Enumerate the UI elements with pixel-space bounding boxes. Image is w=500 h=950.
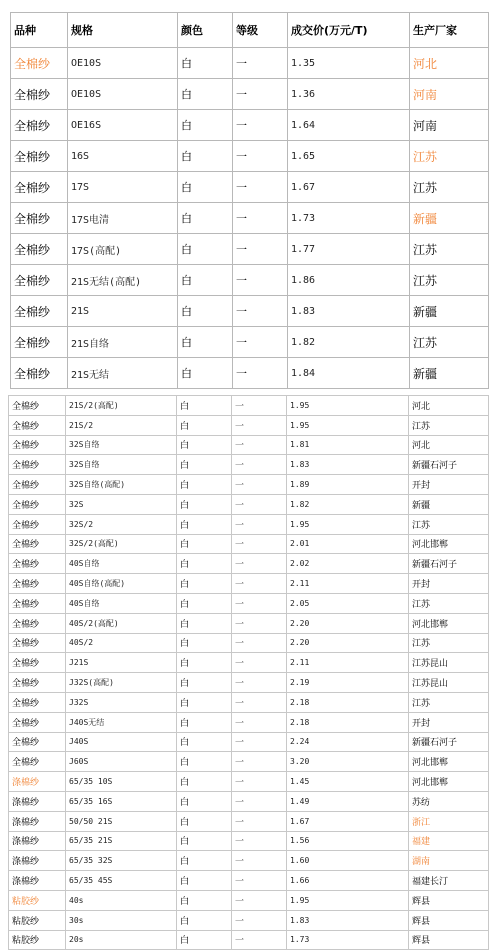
cell-maker: 辉县: [409, 910, 489, 930]
cell-color: 白: [177, 831, 232, 851]
cell-grade: 一: [232, 791, 287, 811]
cell-grade: 一: [233, 234, 288, 265]
cell-color: 白: [177, 494, 232, 514]
cell-color: 白: [177, 593, 232, 613]
cell-maker: 湖南: [409, 851, 489, 871]
cell-variety: 全棉纱: [9, 752, 66, 772]
cell-spec: 40S/2: [66, 633, 177, 653]
cell-color: 白: [177, 752, 232, 772]
cell-maker: 新疆石河子: [409, 455, 489, 475]
cell-variety: 全棉纱: [9, 593, 66, 613]
cell-price: 1.84: [288, 358, 410, 389]
cell-variety: 全棉纱: [9, 494, 66, 514]
cell-grade: 一: [233, 358, 288, 389]
table-row: [11, 358, 489, 389]
cell-color: 白: [178, 327, 233, 358]
table-row: [9, 435, 489, 455]
cell-color: 白: [177, 435, 232, 455]
cell-color: 白: [177, 415, 232, 435]
cell-maker: 江苏: [409, 415, 489, 435]
cell-color: 白: [178, 203, 233, 234]
table-row: [9, 673, 489, 693]
cell-price: 1.64: [288, 110, 410, 141]
cell-maker: 新疆: [410, 358, 489, 389]
cell-color: 白: [178, 141, 233, 172]
cell-color: 白: [177, 712, 232, 732]
cell-maker: 江苏: [410, 327, 489, 358]
cell-variety: 全棉纱: [11, 172, 68, 203]
price-table-bottom: [8, 395, 489, 950]
table-row: [9, 831, 489, 851]
table-row: [9, 574, 489, 594]
cell-price: 1.95: [287, 514, 409, 534]
table-row: [9, 752, 489, 772]
cell-spec: 21S/2(高配): [66, 396, 177, 416]
cell-color: 白: [177, 791, 232, 811]
cell-maker: 新疆: [410, 203, 489, 234]
cell-maker: 辉县: [409, 930, 489, 950]
cell-spec: 21S: [68, 296, 178, 327]
cell-spec: OE16S: [68, 110, 178, 141]
cell-variety: 涤棉纱: [9, 772, 66, 792]
cell-spec: 65/35 16S: [66, 791, 177, 811]
cell-maker: 江苏: [410, 265, 489, 296]
cell-grade: 一: [233, 141, 288, 172]
cell-variety: 涤棉纱: [9, 831, 66, 851]
cell-grade: 一: [232, 930, 287, 950]
cell-variety: 全棉纱: [9, 613, 66, 633]
cell-grade: 一: [232, 811, 287, 831]
table-row: [9, 554, 489, 574]
cell-maker: 河北邯郸: [409, 534, 489, 554]
cell-variety: 全棉纱: [9, 633, 66, 653]
cell-grade: 一: [232, 871, 287, 891]
cell-spec: J32S: [66, 692, 177, 712]
header-price: 成交价(万元/T): [288, 13, 410, 48]
cell-price: 1.95: [287, 890, 409, 910]
cell-maker: 江苏: [409, 633, 489, 653]
cell-color: 白: [177, 890, 232, 910]
cell-variety: 全棉纱: [11, 203, 68, 234]
cell-spec: J32S(高配): [66, 673, 177, 693]
cell-spec: 32S自络(高配): [66, 475, 177, 495]
cell-spec: 21S无结: [68, 358, 178, 389]
cell-variety: 粘胶纱: [9, 930, 66, 950]
cell-maker: 江苏: [410, 234, 489, 265]
cell-color: 白: [177, 475, 232, 495]
cell-color: 白: [178, 296, 233, 327]
cell-maker: 开封: [409, 574, 489, 594]
cell-maker: 新疆石河子: [409, 732, 489, 752]
cell-price: 1.67: [287, 811, 409, 831]
header-grade: 等级: [233, 13, 288, 48]
table-row: [11, 79, 489, 110]
cell-color: 白: [178, 79, 233, 110]
cell-price: 1.45: [287, 772, 409, 792]
cell-spec: 40S自络: [66, 593, 177, 613]
cell-grade: 一: [232, 475, 287, 495]
cell-maker: 河北: [410, 48, 489, 79]
cell-maker: 辉县: [409, 890, 489, 910]
cell-grade: 一: [233, 110, 288, 141]
cell-grade: 一: [233, 327, 288, 358]
cell-grade: 一: [232, 534, 287, 554]
cell-variety: 全棉纱: [11, 141, 68, 172]
cell-variety: 全棉纱: [11, 296, 68, 327]
cell-variety: 全棉纱: [11, 327, 68, 358]
cell-grade: 一: [232, 732, 287, 752]
cell-price: 1.67: [288, 172, 410, 203]
cell-color: 白: [178, 110, 233, 141]
cell-price: 2.18: [287, 692, 409, 712]
cell-variety: 全棉纱: [9, 435, 66, 455]
cell-price: 1.82: [288, 327, 410, 358]
cell-variety: 全棉纱: [11, 110, 68, 141]
cell-color: 白: [178, 358, 233, 389]
table-row: [9, 415, 489, 435]
cell-spec: 21S/2: [66, 415, 177, 435]
table-row: [9, 791, 489, 811]
cell-price: 1.49: [287, 791, 409, 811]
cell-color: 白: [177, 633, 232, 653]
cell-grade: 一: [232, 831, 287, 851]
cell-color: 白: [177, 871, 232, 891]
cell-spec: J40S: [66, 732, 177, 752]
table-row: [9, 772, 489, 792]
cell-price: 1.77: [288, 234, 410, 265]
cell-color: 白: [177, 653, 232, 673]
cell-grade: 一: [232, 851, 287, 871]
cell-spec: OE10S: [68, 48, 178, 79]
cell-variety: 全棉纱: [11, 234, 68, 265]
cell-spec: 32S自络: [66, 435, 177, 455]
cell-grade: 一: [232, 890, 287, 910]
cell-color: 白: [177, 455, 232, 475]
cell-price: 1.95: [287, 396, 409, 416]
cell-variety: 全棉纱: [9, 692, 66, 712]
cell-grade: 一: [232, 653, 287, 673]
cell-grade: 一: [233, 79, 288, 110]
cell-grade: 一: [232, 633, 287, 653]
table-row: [9, 851, 489, 871]
header-variety: 品种: [11, 13, 68, 48]
cell-price: 1.60: [287, 851, 409, 871]
cell-maker: 河北: [409, 396, 489, 416]
cell-color: 白: [177, 673, 232, 693]
cell-variety: 粘胶纱: [9, 890, 66, 910]
cell-maker: 开封: [409, 712, 489, 732]
table-row: [9, 871, 489, 891]
header-spec: 规格: [68, 13, 178, 48]
cell-price: 1.82: [287, 494, 409, 514]
cell-variety: 全棉纱: [9, 396, 66, 416]
cell-price: 1.73: [287, 930, 409, 950]
cell-price: 1.65: [288, 141, 410, 172]
table-row: [11, 265, 489, 296]
cell-grade: 一: [232, 415, 287, 435]
cell-maker: 江苏昆山: [409, 673, 489, 693]
table-row: [9, 811, 489, 831]
table-row: [9, 692, 489, 712]
cell-price: 2.20: [287, 613, 409, 633]
cell-variety: 粘胶纱: [9, 910, 66, 930]
cell-grade: 一: [232, 494, 287, 514]
cell-variety: 全棉纱: [9, 475, 66, 495]
cell-maker: 福建: [409, 831, 489, 851]
cell-spec: 40s: [66, 890, 177, 910]
table-row: [9, 613, 489, 633]
cell-color: 白: [177, 732, 232, 752]
cell-grade: 一: [233, 296, 288, 327]
cell-color: 白: [177, 811, 232, 831]
table-row: [9, 910, 489, 930]
cell-maker: 河北: [409, 435, 489, 455]
table-row: [9, 732, 489, 752]
cell-maker: 江苏: [409, 692, 489, 712]
cell-maker: 新疆: [410, 296, 489, 327]
cell-variety: 全棉纱: [9, 712, 66, 732]
table-row: [11, 141, 489, 172]
cell-price: 1.95: [287, 415, 409, 435]
cell-spec: 65/35 32S: [66, 851, 177, 871]
cell-grade: 一: [233, 48, 288, 79]
cell-maker: 江苏: [409, 514, 489, 534]
cell-grade: 一: [232, 514, 287, 534]
cell-variety: 全棉纱: [11, 48, 68, 79]
cell-spec: 32S/2(高配): [66, 534, 177, 554]
cell-price: 1.66: [287, 871, 409, 891]
cell-color: 白: [177, 514, 232, 534]
cell-spec: 30s: [66, 910, 177, 930]
cell-maker: 河南: [410, 79, 489, 110]
cell-grade: 一: [232, 692, 287, 712]
cell-grade: 一: [232, 673, 287, 693]
cell-color: 白: [178, 172, 233, 203]
cell-grade: 一: [232, 396, 287, 416]
cell-price: 2.02: [287, 554, 409, 574]
cell-maker: 河北邯郸: [409, 772, 489, 792]
cell-spec: 32S/2: [66, 514, 177, 534]
table-row: [9, 890, 489, 910]
table-row: [9, 514, 489, 534]
cell-price: 2.24: [287, 732, 409, 752]
cell-color: 白: [177, 930, 232, 950]
cell-variety: 全棉纱: [9, 574, 66, 594]
cell-grade: 一: [233, 265, 288, 296]
cell-grade: 一: [232, 613, 287, 633]
cell-price: 1.36: [288, 79, 410, 110]
table-row: [11, 296, 489, 327]
cell-maker: 苏纺: [409, 791, 489, 811]
cell-price: 2.01: [287, 534, 409, 554]
cell-price: 1.81: [287, 435, 409, 455]
cell-variety: 全棉纱: [9, 455, 66, 475]
cell-spec: J21S: [66, 653, 177, 673]
cell-variety: 全棉纱: [11, 358, 68, 389]
cell-variety: 涤棉纱: [9, 871, 66, 891]
table-row: [9, 534, 489, 554]
cell-spec: 65/35 10S: [66, 772, 177, 792]
cell-spec: 32S自络: [66, 455, 177, 475]
cell-variety: 全棉纱: [11, 265, 68, 296]
cell-price: 2.11: [287, 653, 409, 673]
cell-variety: 全棉纱: [9, 732, 66, 752]
cell-price: 1.89: [287, 475, 409, 495]
cell-spec: 40S自络(高配): [66, 574, 177, 594]
cell-variety: 全棉纱: [9, 653, 66, 673]
cell-spec: 65/35 45S: [66, 871, 177, 891]
cell-grade: 一: [232, 712, 287, 732]
cell-price: 2.11: [287, 574, 409, 594]
table-row: [9, 455, 489, 475]
cell-maker: 开封: [409, 475, 489, 495]
table-row: [9, 930, 489, 950]
table-row: [9, 475, 489, 495]
table-row: [11, 327, 489, 358]
cell-maker: 新疆石河子: [409, 554, 489, 574]
table-row: [9, 593, 489, 613]
cell-color: 白: [177, 851, 232, 871]
cell-maker: 河南: [410, 110, 489, 141]
cell-grade: 一: [232, 554, 287, 574]
cell-price: 1.35: [288, 48, 410, 79]
cell-price: 2.20: [287, 633, 409, 653]
cell-grade: 一: [232, 574, 287, 594]
cell-price: 1.83: [288, 296, 410, 327]
cell-maker: 江苏昆山: [409, 653, 489, 673]
cell-variety: 全棉纱: [9, 514, 66, 534]
cell-spec: 21S无结(高配): [68, 265, 178, 296]
cell-grade: 一: [232, 772, 287, 792]
cell-spec: 17S电清: [68, 203, 178, 234]
table-row: [9, 712, 489, 732]
table-row: [9, 633, 489, 653]
cell-price: 1.83: [287, 910, 409, 930]
cell-variety: 涤棉纱: [9, 811, 66, 831]
cell-price: 3.20: [287, 752, 409, 772]
cell-color: 白: [177, 534, 232, 554]
cell-price: 2.18: [287, 712, 409, 732]
cell-price: 2.19: [287, 673, 409, 693]
cell-price: 1.56: [287, 831, 409, 851]
header-color: 颜色: [178, 13, 233, 48]
header-maker: 生产厂家: [410, 13, 489, 48]
cell-color: 白: [178, 234, 233, 265]
table-row: [9, 494, 489, 514]
cell-color: 白: [178, 48, 233, 79]
cell-color: 白: [177, 396, 232, 416]
cell-grade: 一: [232, 752, 287, 772]
cell-price: 1.73: [288, 203, 410, 234]
cell-color: 白: [177, 554, 232, 574]
cell-color: 白: [177, 910, 232, 930]
cell-spec: J40S无结: [66, 712, 177, 732]
cell-spec: OE10S: [68, 79, 178, 110]
cell-grade: 一: [232, 435, 287, 455]
cell-maker: 河北邯郸: [409, 752, 489, 772]
cell-variety: 全棉纱: [9, 673, 66, 693]
cell-spec: 32S: [66, 494, 177, 514]
cell-spec: 65/35 21S: [66, 831, 177, 851]
cell-spec: 40S/2(高配): [66, 613, 177, 633]
cell-spec: 20s: [66, 930, 177, 950]
cell-spec: 50/50 21S: [66, 811, 177, 831]
cell-spec: 17S: [68, 172, 178, 203]
cell-variety: 全棉纱: [9, 415, 66, 435]
table-row: [11, 110, 489, 141]
table-row: [11, 203, 489, 234]
cell-maker: 江苏: [410, 141, 489, 172]
cell-maker: 江苏: [410, 172, 489, 203]
cell-maker: 福建长汀: [409, 871, 489, 891]
cell-color: 白: [177, 574, 232, 594]
cell-spec: J60S: [66, 752, 177, 772]
price-table-top: [10, 12, 489, 389]
table-row: [11, 172, 489, 203]
table-row: [11, 234, 489, 265]
cell-maker: 浙江: [409, 811, 489, 831]
cell-variety: 涤棉纱: [9, 851, 66, 871]
cell-variety: 全棉纱: [9, 554, 66, 574]
cell-price: 1.86: [288, 265, 410, 296]
cell-variety: 全棉纱: [9, 534, 66, 554]
cell-spec: 17S(高配): [68, 234, 178, 265]
cell-maker: 新疆: [409, 494, 489, 514]
cell-color: 白: [177, 692, 232, 712]
cell-spec: 21S自络: [68, 327, 178, 358]
table-header-row: [11, 13, 489, 48]
table-row: [11, 48, 489, 79]
cell-price: 2.05: [287, 593, 409, 613]
cell-variety: 全棉纱: [11, 79, 68, 110]
cell-price: 1.83: [287, 455, 409, 475]
cell-grade: 一: [233, 172, 288, 203]
cell-spec: 40S自络: [66, 554, 177, 574]
cell-maker: 河北邯郸: [409, 613, 489, 633]
cell-variety: 涤棉纱: [9, 791, 66, 811]
cell-color: 白: [177, 772, 232, 792]
cell-grade: 一: [232, 593, 287, 613]
table-row: [9, 653, 489, 673]
cell-grade: 一: [233, 203, 288, 234]
cell-spec: 16S: [68, 141, 178, 172]
cell-maker: 江苏: [409, 593, 489, 613]
cell-color: 白: [178, 265, 233, 296]
cell-color: 白: [177, 613, 232, 633]
cell-grade: 一: [232, 455, 287, 475]
table-row: [9, 396, 489, 416]
cell-grade: 一: [232, 910, 287, 930]
